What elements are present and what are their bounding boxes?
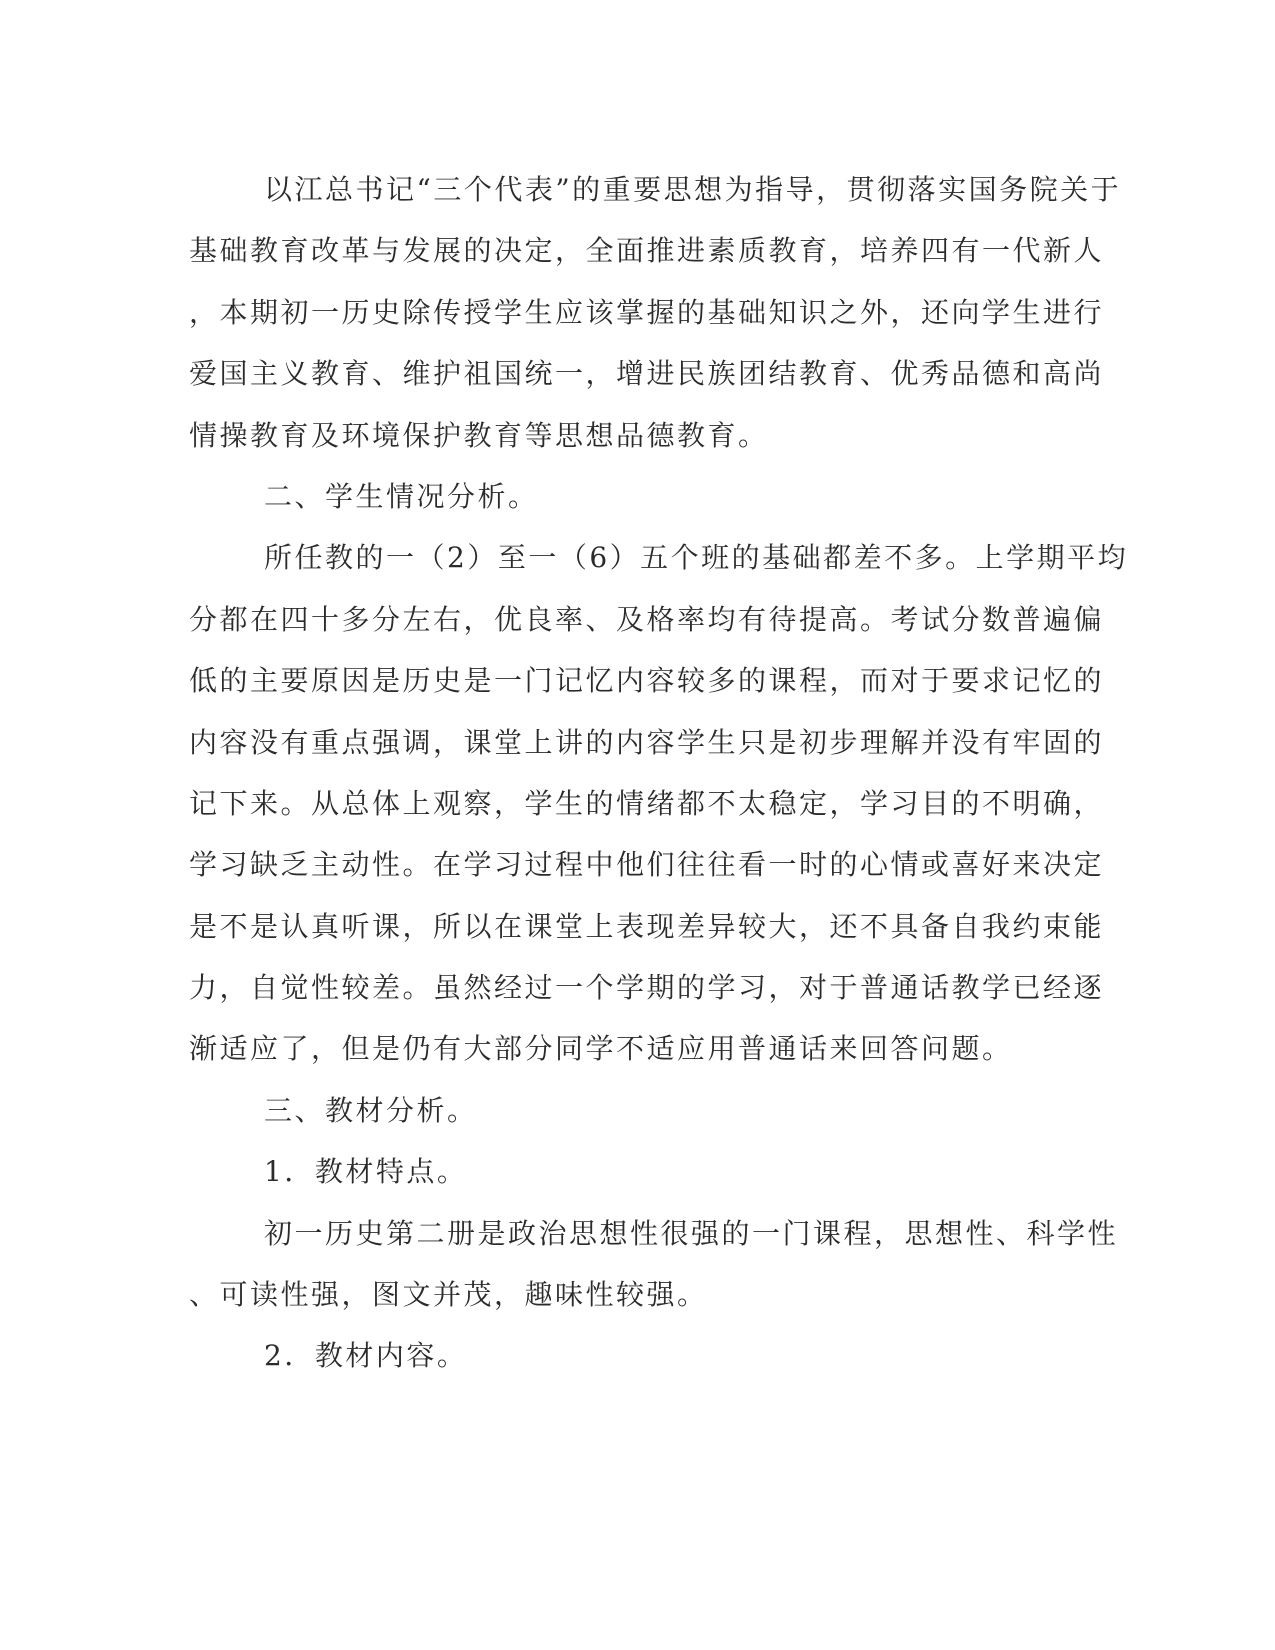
paragraph-student-analysis-line: 分都在四十多分左右，优良率、及格率均有待提高。考试分数普遍偏 [189, 602, 1105, 636]
paragraph-student-analysis-line: 学习缺乏主动性。在学习过程中他们往往看一时的心情或喜好来决定 [189, 848, 1105, 882]
paragraph-student-analysis-line: 低的主要原因是历史是一门记忆内容较多的课程，而对于要求记忆的 [189, 664, 1105, 698]
subheading-textbook-content: 2．教材内容。 [264, 1339, 468, 1373]
document-body [189, 159, 1129, 1387]
paragraph-guiding-principle-line: ，本期初一历史除传授学生应该掌握的基础知识之外，还向学生进行 [189, 295, 1105, 329]
paragraph-student-analysis-line: 是不是认真听课，所以在课堂上表现差异较大，还不具备自我约束能 [189, 909, 1105, 943]
paragraph-student-analysis-line: 渐适应了，但是仍有大部分同学不适应用普通话来回答问题。 [189, 1032, 1013, 1066]
paragraph-textbook-features-line: 、可读性强，图文并茂，趣味性较强。 [189, 1278, 708, 1312]
paragraph-student-analysis-line: 内容没有重点强调，课堂上讲的内容学生只是初步理解并没有牢固的 [189, 725, 1105, 759]
paragraph-guiding-principle-line: 爱国主义教育、维护祖国统一，增进民族团结教育、优秀品德和高尚 [189, 357, 1105, 391]
paragraph-student-analysis-line: 所任教的一（2）至一（6）五个班的基础都差不多。上学期平均 [264, 541, 1129, 575]
paragraph-student-analysis-line: 力，自觉性较差。虽然经过一个学期的学习，对于普通话教学已经逐 [189, 971, 1105, 1005]
paragraph-guiding-principle-line: 情操教育及环境保护教育等思想品德教育。 [189, 418, 769, 452]
paragraph-guiding-principle-line: 基础教育改革与发展的决定，全面推进素质教育，培养四有一代新人 [189, 234, 1105, 268]
section-heading-student-analysis: 二、学生情况分析。 [264, 479, 539, 513]
paragraph-student-analysis-line: 记下来。从总体上观察，学生的情绪都不太稳定，学习目的不明确， [189, 786, 1105, 820]
paragraph-textbook-features-line: 初一历史第二册是政治思想性很强的一门课程，思想性、科学性 [264, 1216, 1119, 1250]
paragraph-guiding-principle-line: 以江总书记“三个代表”的重要思想为指导，贯彻落实国务院关于 [264, 173, 1122, 206]
section-heading-textbook-analysis: 三、教材分析。 [264, 1093, 478, 1127]
subheading-textbook-features: 1．教材特点。 [264, 1155, 468, 1189]
